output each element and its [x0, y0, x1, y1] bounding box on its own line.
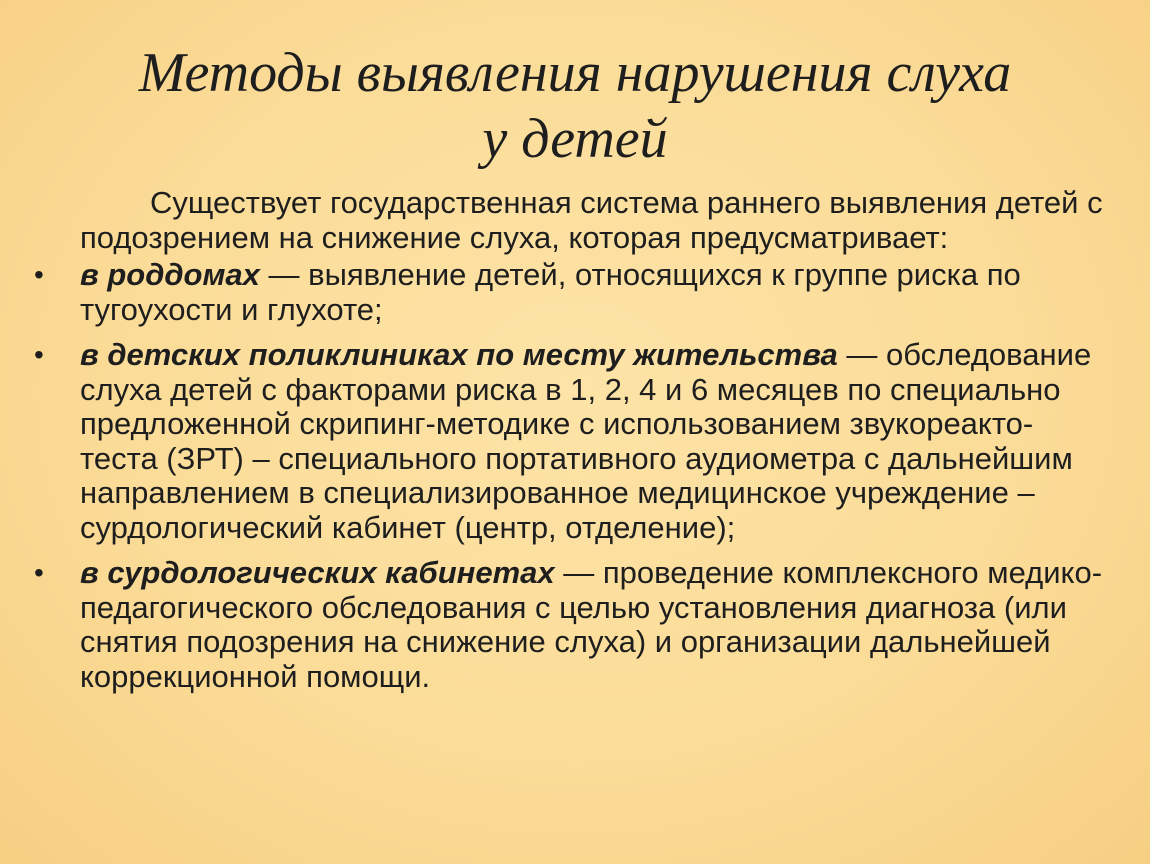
- slide-title: [40, 40, 1110, 172]
- bullet-item: [30, 338, 1110, 545]
- bullet-text: — выявление детей, относящихся к группе риска по тугоухости и глухоте;: [80, 257, 1021, 327]
- bullet-emphasis: в детских поликлиниках по месту жительства: [80, 337, 838, 372]
- bullet-emphasis: в сурдологических кабинетах: [80, 555, 555, 590]
- bullet-item: [30, 556, 1110, 694]
- bullet-emphasis: в роддомах: [80, 257, 260, 292]
- bullet-marker: •: [34, 259, 44, 290]
- slide-body: [30, 186, 1110, 705]
- bullet-marker: •: [34, 339, 44, 370]
- bullet-item: [30, 258, 1110, 327]
- bullet-text: — обследование слуха детей с факторами риска в 1, 2, 4 и 6 месяцев по специально предложенной скрипинг-методике с использованием звукореакто-теста (ЗРТ) – специального портативного аудиометра с дальнейшим направлением в специализированное медицинское учреждение – сурдологический кабинет (центр, отделение);: [80, 337, 1092, 545]
- bullet-text: — проведение комплексного медико-педагогического обследования с целью установления диагноза (или снятия подозрения на снижение слуха) и организации дальнейшей коррекционной помощи.: [80, 555, 1103, 694]
- title-line-2: у детей: [482, 108, 668, 170]
- bullet-list: [30, 258, 1110, 694]
- intro-paragraph: [30, 186, 1110, 255]
- title-line-1: Методы выявления нарушения слуха: [138, 42, 1012, 104]
- bullet-marker: •: [34, 557, 44, 588]
- intro-text: Существует государственная система раннего выявления детей с подозрением на снижение слуха, которая предусматривает:: [80, 185, 1103, 255]
